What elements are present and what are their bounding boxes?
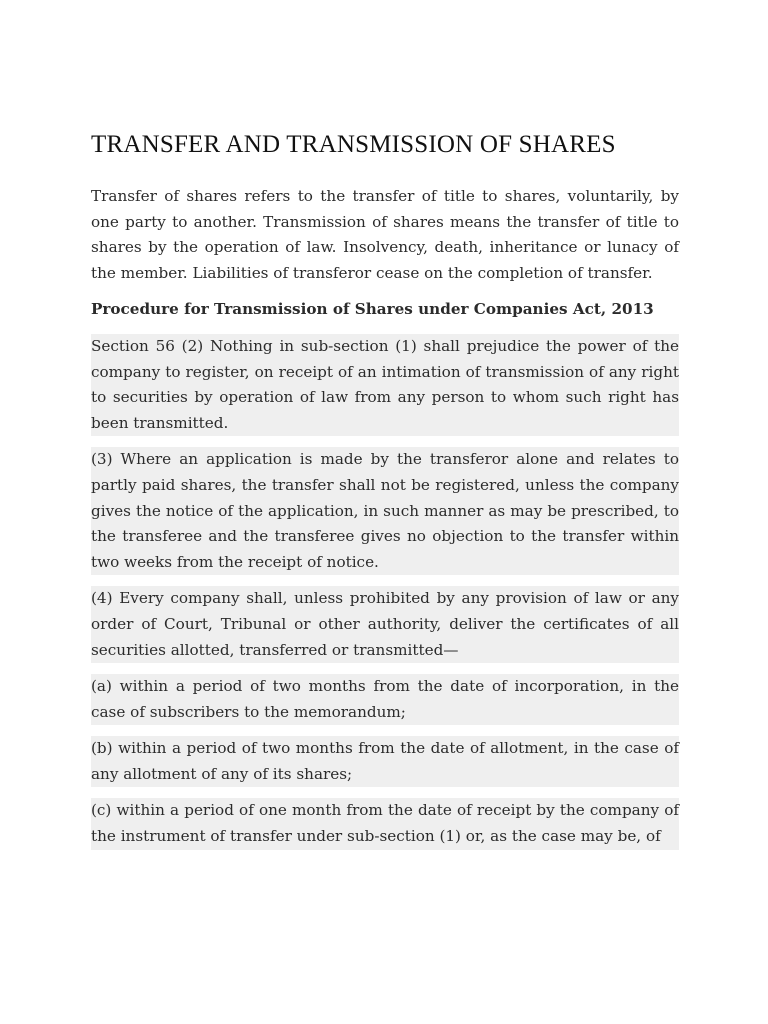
section-56-2-paragraph: Section 56 (2) Nothing in sub-section (1) shall prejudice the power of the company to register, on receipt of an intimation of transmission of any right to securities by operation of law from any person to whom such right has been transmitted. [91, 334, 679, 436]
procedure-heading: Procedure for Transmission of Shares under Companies Act, 2013 [91, 300, 654, 319]
clause-4c-paragraph: (c) within a period of one month from the date of receipt by the company of the instrument of transfer under sub-section (1) or, as the case may be, of [91, 798, 679, 849]
intro-paragraph: Transfer of shares refers to the transfer of title to shares, voluntarily, by one party to another. Transmission of shares means the transfer of title to shares by the operation of law. Insolvency, death, inheritance or lunacy of the member. Liabilities of transferor cease on the completion of transfer. [91, 187, 679, 282]
clause-3-paragraph: (3) Where an application is made by the transferor alone and relates to partly paid shares, the transfer shall not be registered, unless the company gives the notice of the application, in such manner as may be prescribed, to the transferee and the transferee gives no objection to the transfer within two weeks from the receipt of notice. [91, 447, 679, 575]
document-page [91, 130, 679, 861]
clause-4b-paragraph: (b) within a period of two months from the date of allotment, in the case of any allotment of any of its shares; [91, 736, 679, 787]
clause-4-paragraph: (4) Every company shall, unless prohibited by any provision of law or any order of Court, Tribunal or other authority, deliver the certificates of all securities allotted, transferred or transmitted— [91, 586, 679, 663]
document-title: TRANSFER AND TRANSMISSION OF SHARES [91, 131, 616, 158]
clause-4a-paragraph: (a) within a period of two months from the date of incorporation, in the case of subscribers to the memorandum; [91, 674, 679, 725]
